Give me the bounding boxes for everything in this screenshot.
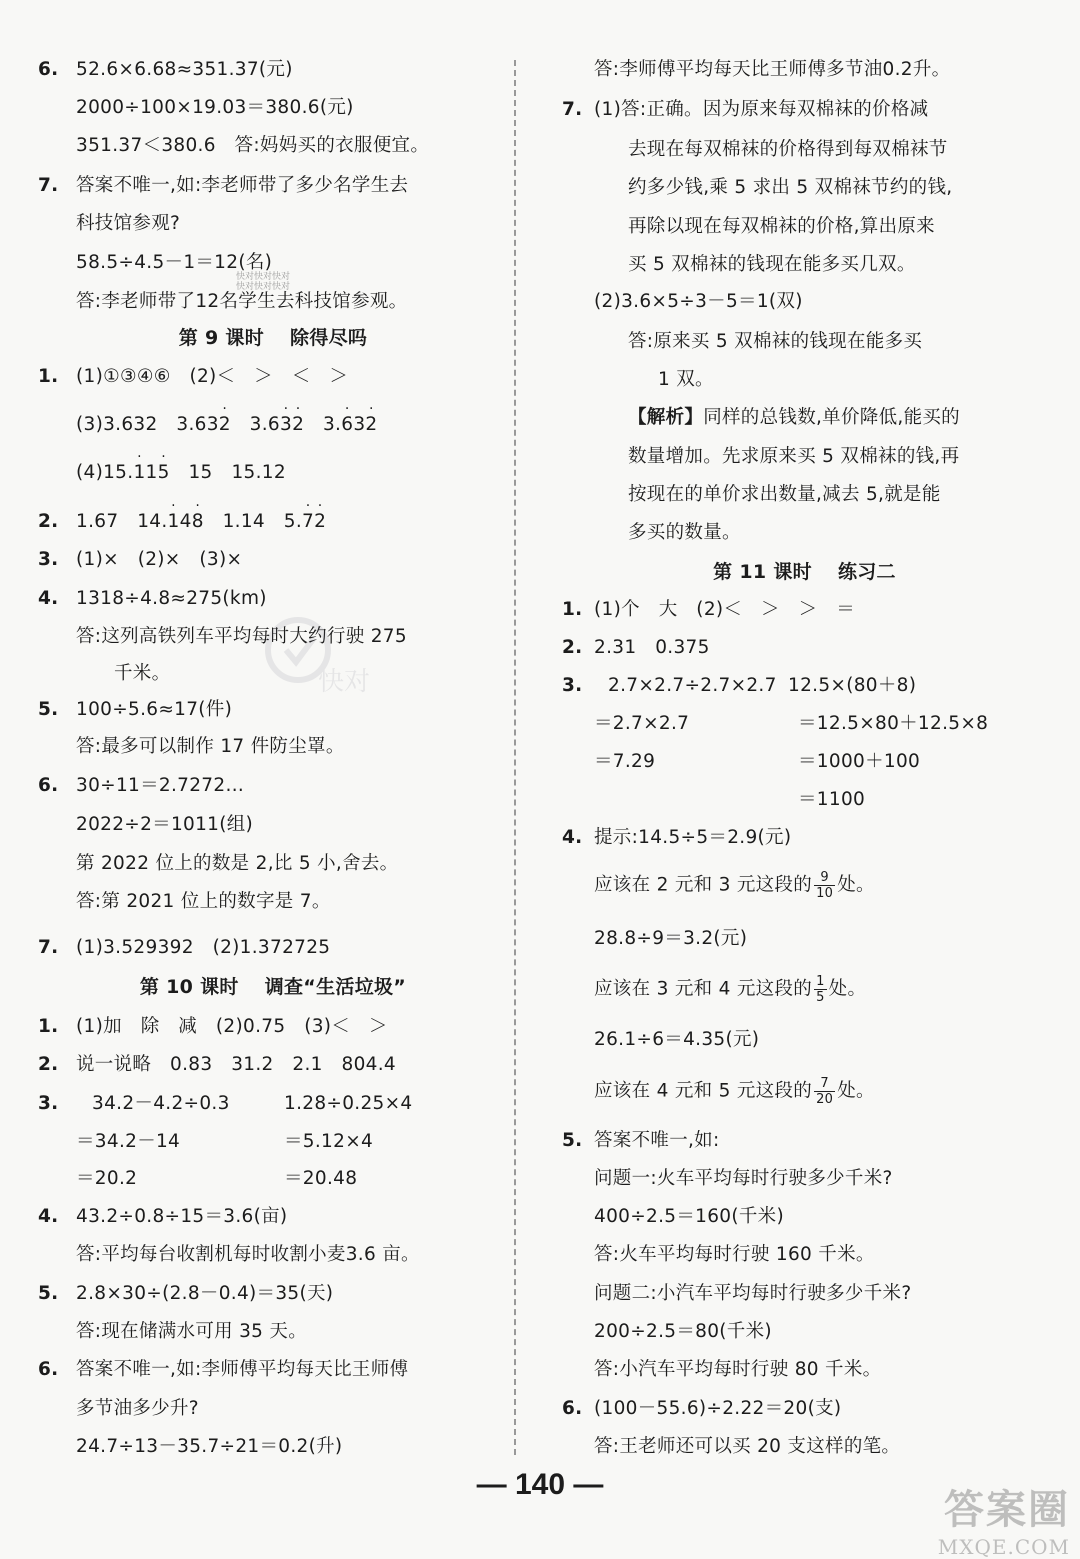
answer-line: 问题二:小汽车平均每时行驶多少千米? <box>594 1283 912 1304</box>
answer-line: 答:原来买 5 双棉袜的钱现在能多买 <box>628 331 923 352</box>
column-divider <box>514 60 516 1455</box>
answer-line: 科技馆参观? <box>76 213 181 234</box>
answer-line: 约多少钱,乘 5 求出 5 双棉袜节约的钱, <box>628 177 953 198</box>
fraction: $\frac{1}{5}$ <box>816 974 825 1005</box>
watermark-stamp-text: 快对 <box>318 667 371 697</box>
answer-line: 400÷2.5＝160(千米) <box>594 1206 784 1227</box>
watermark-stamp-icon <box>258 610 388 700</box>
answer-line: 200÷2.5＝80(千米) <box>594 1321 772 1342</box>
answer-line: 应该在 3 元和 4 元这段的 $\frac{1}{5}$ 处。 <box>594 974 867 1005</box>
answer-line: 再除以现在每双棉袜的价格,算出原来 <box>628 216 935 237</box>
answer-line: 24.7÷13－35.7÷21＝0.2(升) <box>76 1436 343 1457</box>
answer-line: 按现在的单价求出数量,减去 5,就是能 <box>628 484 941 505</box>
answer-line: 答:王老师还可以买 20 支这样的笔。 <box>594 1436 901 1457</box>
watermark-brand <box>938 1478 1070 1559</box>
answer-line: 2000÷100×19.03＝380.6(元) <box>76 97 354 118</box>
answer-line: 应该在 4 元和 5 元这段的 $\frac{7}{20}$ 处。 <box>594 1076 875 1107</box>
answer-line: 答:现在储满水可用 35 天。 <box>76 1321 308 1342</box>
section-heading: 第 10 课时 调查“生活垃圾” <box>139 976 407 998</box>
answer-line: 答:火车平均每时行驶 160 千米。 <box>594 1244 875 1265</box>
repeating-decimal: 3.63· 2 <box>176 414 230 435</box>
answer-line: 答:第 2021 位上的数字是 7。 <box>76 891 331 912</box>
answer-line: (2)3.6×5÷3－5＝1(双) <box>594 291 803 312</box>
answer-line: 应该在 2 元和 3 元这段的 $\frac{9}{10}$ 处。 <box>594 870 875 901</box>
answer-line: 28.8÷9＝3.2(元) <box>594 928 748 949</box>
answer-line: 千米。 <box>114 663 171 684</box>
watermark-text: 快对快对快对 快对快对快对 <box>236 272 291 292</box>
answer-line: 答:平均每台收割机每时收割小麦3.6 亩。 <box>76 1244 420 1265</box>
fraction: $\frac{9}{10}$ <box>816 870 834 901</box>
answer-line: 买 5 双棉袜的钱现在能多买几双。 <box>628 254 916 275</box>
brand-url: MXQE.COM <box>937 1535 1070 1559</box>
answer-line: (3)3.632 3.63· 2 3.6· 3· 2 3.· 63· 2 <box>76 413 377 437</box>
answer-line: ＝1100 <box>798 789 866 810</box>
answer-line: 答:小汽车平均每时行驶 80 千米。 <box>594 1359 882 1380</box>
answer-line: 问题一:火车平均每时行驶多少千米? <box>594 1168 893 1189</box>
answer-line: 多买的数量。 <box>628 522 741 543</box>
section-heading: 第 9 课时 除得尽吗 <box>178 327 368 349</box>
answer-line: 答:李师傅平均每天比王师傅多节油0.2升。 <box>594 59 951 80</box>
answer-line: 数量增加。先求原来买 5 双棉袜的钱,再 <box>628 446 960 467</box>
answer-line: 26.1÷6＝4.35(元) <box>594 1029 760 1050</box>
answer-line: 351.37＜380.6 答:妈妈买的衣服便宜。 <box>76 135 430 156</box>
answer-line: 第 2022 位上的数是 2,比 5 小,舍去。 <box>76 853 399 874</box>
answer-line: 答:李老师带了12名学生去科技馆参观。 <box>76 291 408 312</box>
answer-line: 答:这列高铁列车平均每时大约行驶 275 <box>76 626 407 647</box>
section-heading: 第 11 课时 练习二 <box>713 561 896 583</box>
answer-line: 多节油多少升? <box>76 1398 199 1419</box>
answer-line: 【解析】同样的总钱数,单价降低,能买的 <box>628 407 960 428</box>
answer-line: 2022÷2＝1011(组) <box>76 814 254 835</box>
answer-line: (4)15.· 11· 5 15 15.12 <box>76 461 286 485</box>
answer-line: 答:最多可以制作 17 件防尘罩。 <box>76 736 345 757</box>
fraction: $\frac{7}{20}$ <box>816 1076 834 1107</box>
answer-line: 去现在每双棉袜的价格得到每双棉袜节 <box>628 139 948 160</box>
brand-logo: 答案圈 <box>944 1486 1070 1533</box>
page-number: — 140 — <box>476 1468 604 1501</box>
answer-line: 58.5÷4.5－1＝12(名) <box>76 252 273 273</box>
answer-line: 1 双。 <box>658 369 714 390</box>
